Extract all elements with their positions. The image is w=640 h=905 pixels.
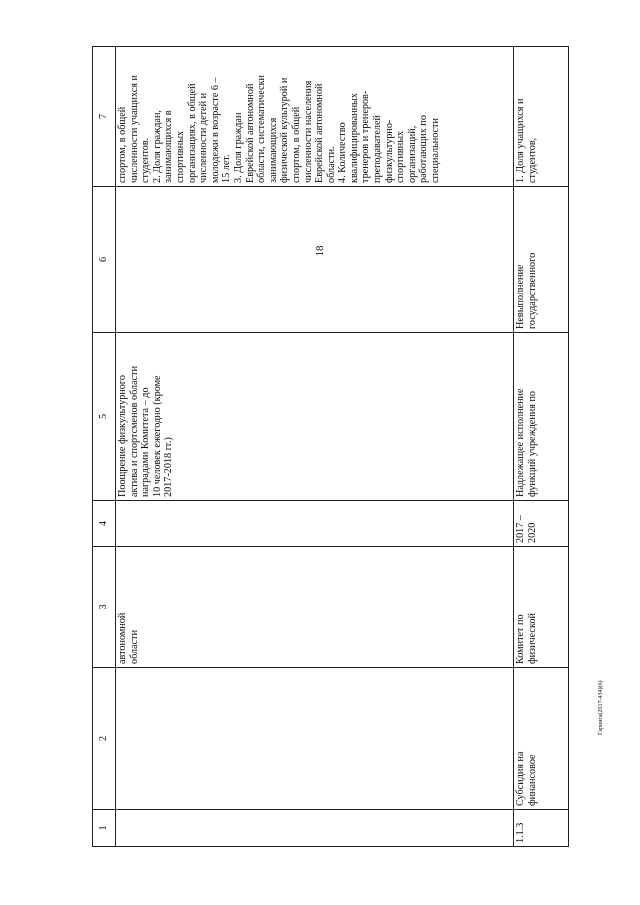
header-cell-3: 3 xyxy=(93,547,116,668)
header-cell-4: 4 xyxy=(93,501,116,547)
header-row xyxy=(93,47,116,847)
header-cell-6: 6 xyxy=(93,187,116,333)
cell-measure: Субсидия на финансовое xyxy=(514,668,569,810)
table-row xyxy=(514,47,569,847)
header-cell-7: 7 xyxy=(93,47,116,187)
table-row xyxy=(116,47,514,847)
cell-consequences: Невыполнение государственного xyxy=(514,187,569,333)
program-table xyxy=(92,46,569,847)
cell-expected-result: Надлежащее исполнение функций учреждения по xyxy=(514,333,569,501)
cell-indicators: 1. Доля учащихся и студентов, xyxy=(514,47,569,187)
header-cell-1: 1 xyxy=(93,810,116,847)
cell-consequences xyxy=(116,187,514,333)
cell-executor: автономной области xyxy=(116,547,514,668)
footer-code: Гарнига(2017-434)(6) xyxy=(598,680,604,735)
rotated-table-container xyxy=(92,47,568,847)
page-number: 18 xyxy=(314,245,326,257)
header-cell-5: 5 xyxy=(93,333,116,501)
cell-number xyxy=(116,810,514,847)
cell-expected-result: Поощрение физкультурного актива и спортсменов области наградами Комитета – до 10 человек ежегодно (кроме 2017-2018 гг.) xyxy=(116,333,514,501)
cell-measure xyxy=(116,668,514,810)
cell-period xyxy=(116,501,514,547)
cell-indicators: спортом, в общей численности учащихся и студентов. 2. Доля граждан, занимающихся в спортивных организациях, в общей численности детей и молодежи в возрасте 6 – 15 лет. 3. Доля граждан Еврейской автономной области, систематически занимающихся физической культурой и спортом, в общей численности населения Еврейской автономной области. 4. Количество квалифицированных тренеров и тренеров- преподавателей физкультурно- спортивных организаций, работающих по специальности xyxy=(116,47,514,187)
cell-period: 2017 – 2020 xyxy=(514,501,569,547)
header-cell-2: 2 xyxy=(93,668,116,810)
cell-executor: Комитет по физической xyxy=(514,547,569,668)
cell-number: 1.1.3 xyxy=(514,810,569,847)
